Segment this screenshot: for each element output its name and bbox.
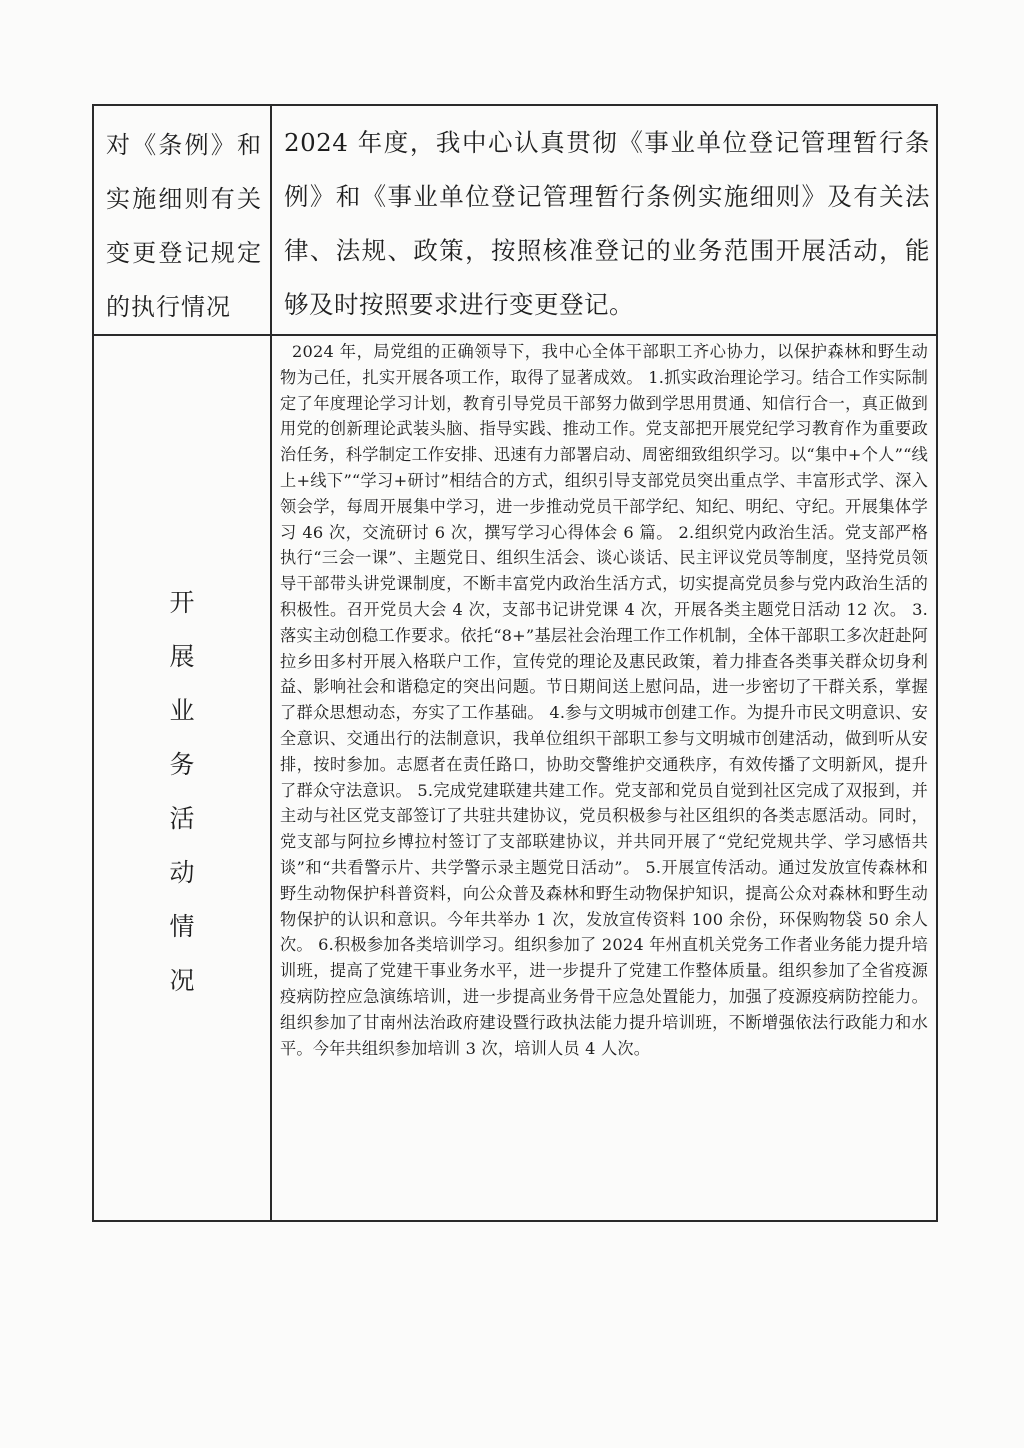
row-label-cell — [93, 335, 271, 1221]
row-label-business-activities — [162, 576, 202, 1008]
registration-compliance-text: 2024 年度，我中心认真贯彻《事业单位登记管理暂行条例》和《事业单位登记管理暂行条例实施细则》及有关法律、法规、政策，按照核准登记的业务范围开展活动，能够及时按照要求进行变更登记。 — [284, 128, 930, 319]
registration-report-table — [92, 104, 938, 1222]
business-activities-text: 2024 年，局党组的正确领导下，我中心全体干部职工齐心协力，以保护森林和野生动物为己任，扎实开展各项工作，取得了显著成效。 1.抓实政治理论学习。结合工作实际制定了年度理论学习计划，教育引导党员干部努力做到学思用贯通、知信行合一，真正做到用党的创新理论武装头脑、指导实践、推动工作。党支部把开展党纪学习教育作为重要政治任务，科学制定工作安排、迅速有力部署启动、周密细致组织学习。以“集中+个人”“线 上+线下”“学习+研讨”相结合的方式，组织引导支部党员突出重点学、丰富形式学、深入领会学，每周开展集中学习，进一步推动党员干部学纪、知纪、明纪、守纪。开展集体学习 46 次，交流研讨 6 次，撰写学习心得体会 6 篇。 2.组织党内政治生活。党支部严格执行“三会一课”、主题党日、组织生活会、谈心谈话、民主评议党员等制度，坚持党员领导干部带头讲党课制度，不断丰富党内政治生活方式，切实提高党员参与党内政治生活的积极性。召开党员大会 4 次，支部书记讲党课 4 次，开展各类主题党日活动 12 次。 3.落实主动创稳工作要求。依托“8+”基层社会治理工作工作机制，全体干部职工多次赶赴阿拉乡田多村开展入格联户工作，宣传党的理论及惠民政策，着力排查各类事关群众切身利益、影响社会和谐稳定的突出问题。节日期间送上慰问品，进一步密切了干群关系，掌握了群众思想动态，夯实了工作基础。 4.参与文明城市创建工作。为提升市民文明意识、安全意识、交通出行的法制意识，我单位组织干部职工参与文明城市创建活动，做到听从安排，按时参加。志愿者在责任路口，协助交警维护交通秩序，有效传播了文明新风，提升了群众守法意识。 5.完成党建联建共建工作。党支部和党员自觉到社区完成了双报到，并主动与社区党支部签订了共驻共建协议，党员积极参与社区组织的各类志愿活动。同时，党支部与阿拉乡博拉村签订了支部联建协议，并共同开展了“党纪党规共学、学习感悟共谈”和“共看警示片、共学警示录主题党日活动”。 5.开展宣传活动。通过发放宣传森林和野生动物保护科普资料，向公众普及森林和野生动物保护知识，提高公众对森林和野生动物保护的认识和意识。今年共举办 1 次，发放宣传资料 100 余份，环保购物袋 50 余人次。 6.积极参加各类培训学习。组织参加了 2024 年州直机关党务工作者业务能力提升培训班，提高了党建干事业务水平，进一步提升了党建工作整体质量。组织参加了全省疫源疫病防控应急演练培训，进一步提高业务骨干应急处置能力，加强了疫源疫病防控能力。组织参加了甘南州法治政府建设暨行政执法能力提升培训班，不断增强依法行政能力和水平。今年共组织参加培训 3 次，培训人员 4 人次。 — [280, 342, 928, 1058]
label-char: 活 — [169, 804, 195, 833]
label-char: 动 — [169, 858, 195, 887]
row-label-registration-compliance: 对《条例》和实施细则有关变更登记规定的执行情况 — [106, 131, 262, 321]
label-char: 情 — [169, 912, 195, 941]
row-content-cell — [271, 335, 937, 1221]
row-content-cell — [271, 105, 937, 335]
label-char: 开 — [169, 588, 195, 617]
label-char: 展 — [169, 642, 195, 671]
table-row — [93, 105, 937, 335]
row-label-cell — [93, 105, 271, 335]
table-row — [93, 335, 937, 1221]
label-char: 务 — [169, 750, 195, 779]
label-char: 业 — [169, 696, 195, 725]
label-char: 况 — [169, 966, 195, 995]
